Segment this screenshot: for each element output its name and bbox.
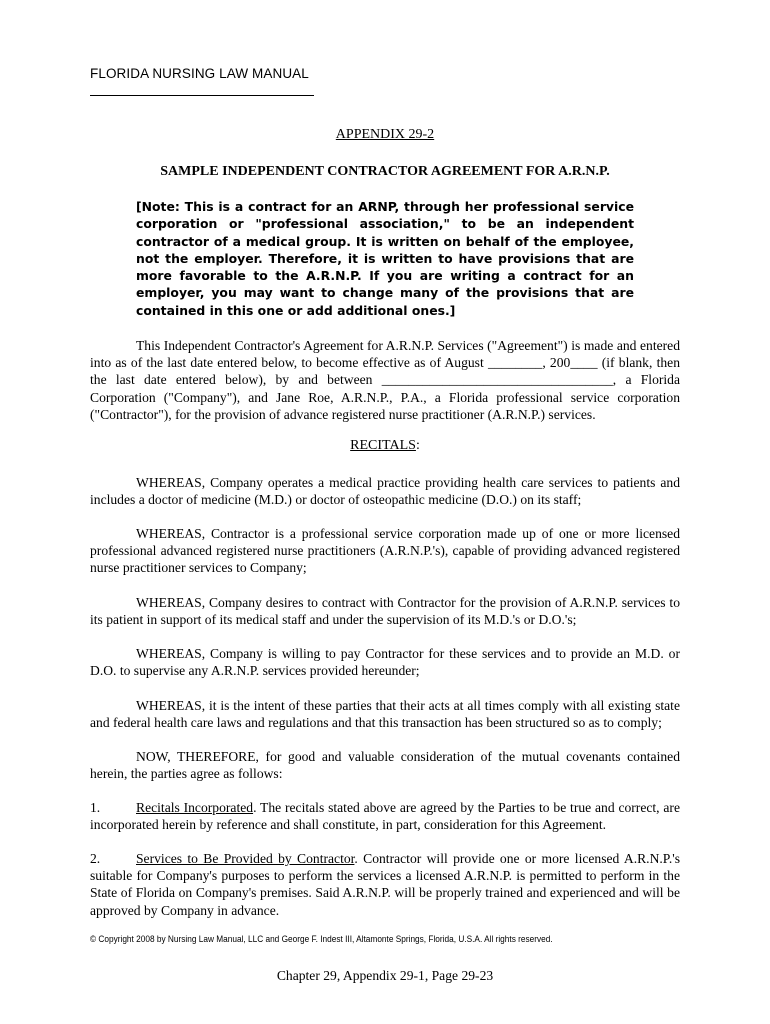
section-text: . Contractor will provide one or more licensed A.R.N.P.'s suitable for Company's purposes to perform the services a licensed A.R.N.P. is permitted to perform in the State of Florida on Company's premises. Said A.R.N.P. will be properly trained and experienced and will be approved by Company in advance.: [90, 851, 680, 918]
whereas-paragraph: WHEREAS, Company desires to contract with Contractor for the provision of A.R.N.P. services to its patient in support of its medical staff and under the supervision of its M.D.'s or D.O.'s;: [90, 595, 680, 628]
whereas-paragraph: WHEREAS, Company is willing to pay Contractor for these services and to provide an M.D. or D.O. to supervise any A.R.N.P. services provided hereunder;: [90, 646, 680, 679]
copyright-footnote: © Copyright 2008 by Nursing Law Manual, LLC and George F. Indest III, Altamonte Springs, Florida, U.S.A. All rights reserved.: [90, 934, 553, 944]
recitals-heading: [90, 438, 680, 454]
now-therefore-paragraph: NOW, THEREFORE, for good and valuable consideration of the mutual covenants contained herein, the parties agree as follows:: [90, 749, 680, 782]
section-1: [90, 799, 680, 833]
section-number: 2.: [90, 851, 101, 866]
appendix-label: [90, 127, 680, 143]
whereas-paragraph: WHEREAS, Company operates a medical practice providing health care services to patients and includes a doctor of medicine (M.D.) or doctor of osteopathic medicine (D.O.) on its staff;: [90, 475, 680, 508]
section-heading: Services to Be Provided by Contractor: [136, 851, 355, 866]
section-2: [90, 850, 680, 919]
whereas-paragraph: WHEREAS, Contractor is a professional service corporation made up of one or more licensed professional advanced registered nurse practitioners (A.R.N.P.'s), capable of providing advanced registered nurse practitioner services to Company;: [90, 526, 680, 576]
section-text: . The recitals stated above are agreed by the Parties to be true and correct, are incorporated herein by reference and shall constitute, in part, consideration for this Agreement.: [90, 800, 680, 833]
recitals-heading-colon: :: [415, 438, 420, 453]
intro-paragraph: This Independent Contractor's Agreement for A.R.N.P. Services ("Agreement") is made and entered into as of the last date entered below, to become effective as of August ________, 200____ (if blank, then the last date entered below), by and between __________________________________, a Florida Corporation ("Company"), and Jane Roe, A.R.N.P., P.A., a Florida professional service corporation ("Contractor"), for the provision of advance registered nurse practitioner (A.R.N.P.) services.: [90, 338, 680, 422]
editor-note: [Note: This is a contract for an ARNP, through her professional service corporation or "professional association," to be an independent contractor of a medical group. It is written on behalf of the employee, not the employer. Therefore, it is written to have provisions that are more favorable to the A.R.N.P. If you are writing a contract for an employer, you may want to change many of the provisions that are contained in this one or add additional ones.]: [136, 199, 634, 318]
header-rule: [90, 95, 314, 96]
section-heading: Recitals Incorporated: [136, 800, 254, 815]
section-number: 1.: [90, 800, 101, 815]
appendix-label-text: APPENDIX 29-2: [335, 127, 435, 142]
whereas-paragraph: WHEREAS, it is the intent of these parties that their acts at all times comply with all existing state and federal health care laws and regulations and that this transaction has been structured so as to comply;: [90, 698, 680, 731]
document-title: SAMPLE INDEPENDENT CONTRACTOR AGREEMENT FOR A.R.N.P.: [160, 164, 610, 179]
page-footer: Chapter 29, Appendix 29-1, Page 29-23: [276, 968, 494, 983]
manual-title: FLORIDA NURSING LAW MANUAL: [90, 66, 309, 81]
recitals-heading-text: RECITALS: [350, 438, 416, 453]
